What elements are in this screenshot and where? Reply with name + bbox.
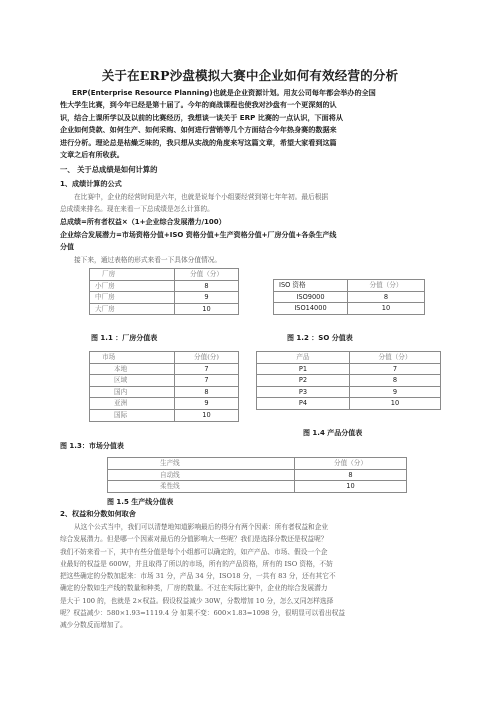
table-header-cell: 分值（分） xyxy=(295,458,407,470)
iso-table-caption: 图 1.2 ：SO 分值表 xyxy=(287,334,353,342)
product-score-table xyxy=(256,351,441,410)
section-2-paragraph xyxy=(60,521,444,632)
table-header-row xyxy=(90,269,239,281)
table-row xyxy=(90,303,239,315)
section-1-paragraph xyxy=(60,191,442,216)
factory-table-caption: 图 1.1 ：厂房分值表 xyxy=(91,334,158,342)
para-line: 我们不妨来看一下，其中有些分值是每个小组都可以确定的，如产产品、市场、假设一个企 xyxy=(60,547,328,556)
table-row xyxy=(274,303,425,315)
table-header-cell: 产品 xyxy=(257,352,350,364)
para-line: 呢？权益减少：580×1.93=1119.4 分 如果不变：600×1.83=1098 分，很明显可以看出权益 xyxy=(60,609,346,618)
table-header-cell: 分值（分） xyxy=(175,269,239,281)
para-line: 确定的分数如生产线的数量和种类，厂房的数量。不过在实际比赛中，企业的综合发展潜力 xyxy=(60,584,328,593)
table-row xyxy=(90,386,239,398)
table-header-cell: 分值(分) xyxy=(175,352,239,364)
table-row xyxy=(90,280,239,292)
production-line-table-caption: 图 1.5 生产线分值表 xyxy=(107,498,174,506)
table-cell: 8 xyxy=(175,280,239,292)
formula-line: 分值 xyxy=(60,243,74,252)
table-cell: P3 xyxy=(257,386,350,398)
table-row xyxy=(108,469,407,481)
table-header-cell: 生产线 xyxy=(108,458,295,470)
table-cell: 8 xyxy=(348,291,425,303)
table-header-row xyxy=(108,458,407,470)
para-line: 业最好的权益是 600W，并且取得了所以的市场，所有的产品资格，所有的 ISO 资格，不妨 xyxy=(60,559,333,568)
table-cell: 7 xyxy=(350,363,441,375)
table-header-row xyxy=(90,352,239,364)
table-header-cell: 分值（分） xyxy=(348,280,425,292)
iso-score-table xyxy=(273,279,425,315)
table-cell: 亚洲 xyxy=(90,398,175,410)
table-cell: 柔性线 xyxy=(108,481,295,493)
formula-development-potential xyxy=(60,229,442,253)
table-cell: 9 xyxy=(175,398,239,410)
table-cell: 自动线 xyxy=(108,469,295,481)
production-line-score-table xyxy=(107,457,407,493)
page-title: 关于在ERP沙盘模拟大赛中企业如何有效经营的分析 xyxy=(101,68,399,83)
table-row xyxy=(257,386,441,398)
factory-score-table xyxy=(89,268,239,315)
intro-line: 进行分析。理论总是枯燥乏味的，我只想从实战的角度来写这篇文章，希望大家看到这篇 xyxy=(60,137,337,147)
table-cell: 10 xyxy=(350,398,441,410)
table-cell: 10 xyxy=(348,303,425,315)
subsection-2-heading: 2、权益和分数如何取舍 xyxy=(60,509,136,518)
intro-line: 识，结合上课所学以及以前的比赛经历，我想谈一谈关于 ERP 比赛的一点认识，下面将从 xyxy=(60,112,343,122)
table-cell: 7 xyxy=(175,363,239,375)
section-1-heading: 一、 关于总成绩是如何计算的 xyxy=(60,165,158,174)
para-line: 把这些确定的分数加起来：市场 31 分，产品 34 分，ISO18 分，一共有 83 分，还有其它不 xyxy=(60,572,336,581)
table-intro-text: 接下来，通过表格的形式来看一下具体分值情况。 xyxy=(74,256,222,264)
formula-total-score: 总成绩=所有者权益×（1+企业综合发展潜力/100） xyxy=(60,218,226,226)
table-cell: 国际 xyxy=(90,409,175,421)
table-cell: 9 xyxy=(350,386,441,398)
table-row xyxy=(90,292,239,304)
table-cell: P2 xyxy=(257,375,350,387)
table-header-cell: 分值（分） xyxy=(350,352,441,364)
table-row xyxy=(257,363,441,375)
table-header-row xyxy=(257,352,441,364)
table-row xyxy=(257,398,441,410)
para-line: 总成绩来排名。现在来看一下总成绩是怎么计算的。 xyxy=(60,205,214,214)
subsection-1-heading: 1、成绩计算的公式 xyxy=(60,179,122,188)
table-header-cell: 市场 xyxy=(90,352,175,364)
intro-line: 文章之后有所收获。 xyxy=(60,150,124,160)
intro-line: ERP(Enterprise Resource Planning)也就是企业资源计划。用友公司每年都会举办的全国 xyxy=(72,88,376,97)
table-cell: 中厂房 xyxy=(90,292,175,304)
table-cell: P1 xyxy=(257,363,350,375)
table-cell: P4 xyxy=(257,398,350,410)
table-row xyxy=(257,375,441,387)
market-table-caption: 图 1.3：市场分值表 xyxy=(60,442,124,450)
table-row xyxy=(274,291,425,303)
table-cell: ISO14000 xyxy=(274,303,348,315)
table-cell: 大厂房 xyxy=(90,303,175,315)
intro-line: 性大学生比赛，到今年已经是第十届了。今年的商战课程也使我对沙盘有一个更深刻的认 xyxy=(60,100,337,110)
intro-paragraph xyxy=(60,87,440,161)
table-header-cell: ISO 资格 xyxy=(274,280,348,292)
table-cell: 区域 xyxy=(90,375,175,387)
intro-line: 企业如何贷款、如何生产、如何采购、如何进行营销等几个方面结合今年热身赛的数据来 xyxy=(60,125,337,135)
table-header-row xyxy=(274,280,425,292)
table-cell: 小厂房 xyxy=(90,280,175,292)
para-line: 综合发展潜力。但是哪一个因素对最后的分值影响大一些呢？我们是选择分数还是权益呢？ xyxy=(60,535,328,544)
formula-line: 企业综合发展潜力=市场资格分值+ISO 资格分值+生产资格分值+厂房分值+各条生产线 xyxy=(60,231,337,239)
table-row xyxy=(90,363,239,375)
table-row xyxy=(90,409,239,421)
table-cell: 国内 xyxy=(90,386,175,398)
table-cell: 8 xyxy=(175,386,239,398)
para-line: 是大于 100 的，也就是 2×权益。假设权益减少 30W，分数增加 10 分，怎么又同怎样选择 xyxy=(60,596,334,605)
table-row xyxy=(90,398,239,410)
table-row xyxy=(108,481,407,493)
product-table-caption: 图 1.4 产品分值表 xyxy=(303,429,363,437)
table-cell: ISO9000 xyxy=(274,291,348,303)
table-cell: 9 xyxy=(175,292,239,304)
table-cell: 8 xyxy=(295,469,407,481)
table-cell: 本地 xyxy=(90,363,175,375)
table-row xyxy=(90,375,239,387)
table-cell: 10 xyxy=(175,409,239,421)
market-score-table xyxy=(89,351,239,422)
para-line: 从这个公式当中，我们可以清楚地知道影响最后的得分有两个因素：所有者权益和企业 xyxy=(74,523,329,531)
para-line: 减少分数反而增加了。 xyxy=(60,621,127,630)
para-line: 在比赛中，企业的经营时间是六年，也就是说每个小组要经营到第七年年初。最后根据 xyxy=(74,193,329,201)
table-cell: 10 xyxy=(175,303,239,315)
table-cell: 10 xyxy=(295,481,407,493)
table-cell: 7 xyxy=(175,375,239,387)
table-cell: 8 xyxy=(350,375,441,387)
table-header-cell: 厂房 xyxy=(90,269,175,281)
